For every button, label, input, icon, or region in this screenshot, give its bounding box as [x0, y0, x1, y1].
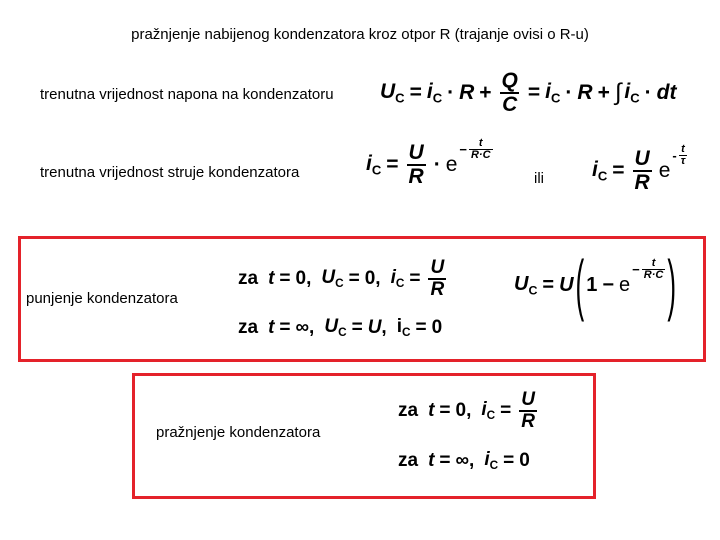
or-label: ili [534, 170, 544, 187]
current-formula-tau: $i_C$ = $\frac{U}{R}$ e - $\frac{t}{\tau}$ [592, 142, 686, 195]
charging-voltage-formula: $U_C$ = U ( 1 − e − $\frac{t}{R\cdot C}$ ) [514, 245, 676, 324]
za-word: za [398, 399, 419, 421]
current-label: trenutna vrijednost struje kondenzatora [40, 164, 300, 181]
charging-condition-t0: za t = 0, $U_C$ = 0, $i_C$ = $\frac{U}{R}$ [238, 257, 445, 300]
voltage-formula: $U_C$ = $i_C$ · R + $\frac{Q}{C}$ = $i_C$ · R + ∫ $i_C$ · dt [380, 69, 677, 117]
page-title: pražnjenje nabijenog kondenzatora kroz otpor R (trajanje ovisi o R-u) [131, 26, 589, 43]
discharging-condition-tinf: za t = ∞, $i_C$ = 0 [398, 449, 530, 473]
charging-condition-tinf: za t = ∞, $U_C$ = U, $i_C$ = 0 [238, 316, 443, 340]
za-word: za [238, 316, 259, 338]
za-word: za [398, 449, 419, 471]
voltage-label: trenutna vrijednost napona na kondenzatoru [40, 86, 334, 103]
charging-label: punjenje kondenzatora [26, 290, 178, 307]
discharging-label: pražnjenje kondenzatora [156, 424, 321, 441]
za-word: za [238, 267, 259, 289]
discharging-condition-t0: za t = 0, $i_C$ = $\frac{U}{R}$ [398, 389, 535, 432]
current-formula-rc: $i_C$ = $\frac{U}{R}$ · e − $\frac{t}{R\cdot C}$ [366, 136, 491, 189]
